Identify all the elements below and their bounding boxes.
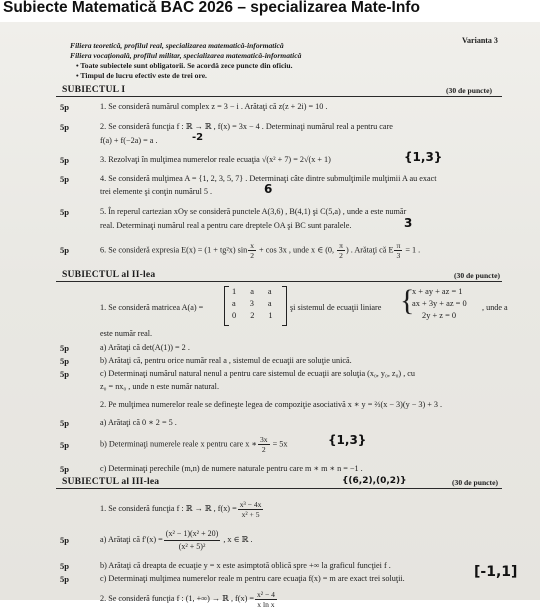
s2-question-1a: a) Arătaţi că det(A(1)) = 2 .	[100, 343, 190, 352]
matrix-row: 0 2 1	[232, 311, 273, 320]
frac-den: 2	[250, 251, 254, 260]
handwritten-answer-2b: {1,3}	[328, 433, 367, 447]
system-equation: ax + 3y + az = 0	[412, 299, 467, 308]
score-s2-1c: 5p	[60, 369, 70, 379]
frac-x-over-2	[248, 241, 256, 260]
s2-q2b-end: = 5x	[270, 439, 288, 449]
score-s1-3: 5p	[60, 155, 70, 165]
s2-question-2b	[100, 435, 287, 454]
score-s2-2c: 5p	[60, 464, 70, 474]
s1-p6-end: ) . Arătaţi că E	[345, 245, 394, 255]
s3-q2-pre: 2. Se consideră funcţia f : (1, +∞) → ℝ , f(x) =	[100, 594, 254, 603]
s1-p6-mid: + cos 3x , unde x ∈ (0,	[257, 245, 337, 255]
score-s3-1b: 5p	[60, 561, 70, 571]
frac-f-def	[238, 500, 264, 519]
s2-question-1-intro: 1. Se consideră matricea A(a) =	[100, 303, 204, 312]
s1-problem-2-line-1: 2. Se consideră funcţia f : ℝ → ℝ , f(x) = 3x − 4 . Determinaţi numărul real a pentru care	[100, 122, 393, 131]
s1-problem-5-line-2: real. Determinaţi numărul real a pentru care dreptele OA şi BC sunt paralele.	[100, 221, 352, 230]
score-s2-2a: 5p	[60, 418, 70, 428]
score-s1-2: 5p	[60, 122, 70, 132]
s2-question-1-cont: este număr real.	[100, 329, 153, 338]
s2-q2b-pre: b) Determinaţi numerele reale x pentru care x ∗	[100, 439, 257, 449]
header-bullet-1: • Toate subiectele sunt obligatorii. Se acordă zece puncte din oficiu.	[76, 61, 293, 70]
frac-den: 3	[396, 251, 401, 260]
s1-problem-6	[100, 241, 420, 260]
score-s2-2b: 5p	[60, 440, 70, 450]
score-s1-5: 5p	[60, 207, 70, 217]
frac-num: 3x	[259, 435, 268, 444]
frac-num: x² − 4	[256, 589, 275, 599]
frac-pi-over-3	[394, 241, 402, 260]
s3-question-1	[100, 498, 264, 520]
score-s1-1: 5p	[60, 102, 70, 112]
frac-derivative	[164, 528, 220, 553]
s2-question-1b: b) Arătaţi că, pentru orice număr real a , sistemul de ecuaţii are soluţie unică.	[100, 356, 352, 365]
matrix-bracket-right	[282, 286, 287, 326]
s1-problem-5-line-1: 5. În reperul cartezian xOy se consideră punctele A(3,6) , B(4,1) şi C(5,a) , unde a este număr	[100, 207, 407, 216]
frac-num: x	[250, 241, 254, 250]
linear-system	[412, 286, 467, 322]
system-equation: 2y + z = 0	[422, 311, 457, 320]
frac-den: 2	[339, 251, 343, 260]
s1-problem-4-line-2: trei elemente şi conţin numărul 5 .	[100, 187, 213, 196]
s3-question-2	[100, 589, 278, 609]
s3-q1a-end: , x ∈ ℝ .	[221, 535, 253, 544]
system-brace: {	[400, 284, 415, 317]
header-bullet-1-text: Toate subiectele sunt obligatorii. Se acordă zece puncte din oficiu.	[80, 61, 293, 70]
s2-question-1c-line-2: z₀ = nx₀ , unde n este număr natural.	[100, 382, 220, 391]
section-2-points: (30 de puncte)	[454, 271, 500, 280]
s1-problem-1: 1. Se consideră numărul complex z = 3 − i . Arătaţi că z(z + 2i) = 10 .	[100, 102, 328, 111]
frac-num: π	[339, 241, 343, 250]
s1-problem-2-line-2: f(a) + f(−2a) = a .	[100, 136, 158, 145]
s3-q1a-pre: a) Arătaţi că f′(x) =	[100, 535, 163, 544]
section-1-points: (30 de puncte)	[446, 86, 492, 95]
score-s2-1b: 5p	[60, 356, 70, 366]
header-bullet-2: • Timpul de lucru efectiv este de trei ore.	[76, 71, 207, 80]
header-bullet-2-text: Timpul de lucru efectiv este de trei ore.	[80, 71, 207, 80]
s1-p6-pre: 6. Se consideră expresia E(x) = (1 + tg²x) sin	[100, 245, 248, 255]
s1-p6-tail: = 1 .	[403, 245, 421, 255]
frac-den: x ln x	[257, 599, 275, 609]
page-headline: Subiecte Matematică BAC 2026 – specializarea Mate-Info	[3, 0, 537, 21]
s2-question-1-end: , unde a	[482, 303, 508, 312]
variant-label: Varianta 3	[462, 36, 498, 45]
frac-den: 2	[261, 445, 266, 454]
matrix-row: 1 a a	[232, 287, 272, 296]
exam-sheet	[0, 22, 540, 609]
s3-question-1c: c) Determinaţi mulţimea numerelor reale m pentru care ecuaţia f(x) = m are exact trei soluţii.	[100, 574, 405, 583]
s3-q1-pre: 1. Se consideră funcţia f : ℝ → ℝ , f(x) =	[100, 504, 237, 513]
s2-question-2a: a) Arătaţi că 0 ∗ 2 = 5 .	[100, 418, 177, 427]
frac-den: x² + 5	[241, 509, 260, 519]
header-line-1: Filiera teoretică, profilul real, specializarea matematică-informatică	[70, 41, 284, 50]
section-3-title: SUBIECTUL al III-lea	[62, 476, 160, 487]
system-equation: x + ay + az = 1	[412, 287, 463, 296]
s2-question-1c-line-1: c) Determinaţi numărul natural nenul a pentru care sistemul de ecuaţii are soluţia (x₀, y₀, z₀) , cu	[100, 369, 416, 378]
matrix-bracket-left	[224, 286, 229, 326]
section-2-title: SUBIECTUL al II-lea	[62, 269, 156, 280]
s3-question-1b: b) Arătaţi că dreapta de ecuaţie y = x este asimptotă oblică spre +∞ la graficul funcţiei f .	[100, 561, 391, 570]
score-s3-1a: 5p	[60, 535, 70, 545]
handwritten-answer-3c: [-1,1]	[474, 564, 518, 580]
handwritten-answer-3: {1,3}	[404, 150, 443, 164]
frac-3x-over-2	[258, 435, 270, 454]
frac-num: x³ − 4x	[239, 499, 262, 509]
frac-g-def	[255, 590, 277, 609]
matrix-a	[232, 286, 273, 322]
handwritten-answer-4: 6	[264, 182, 273, 196]
matrix-row: a 3 a	[232, 299, 272, 308]
section-1-title: SUBIECTUL I	[62, 84, 126, 95]
s2-question-2c: c) Determinaţi perechile (m,n) de numere naturale pentru care m ∗ m ∗ n = −1 .	[100, 464, 363, 473]
frac-den: (x² + 5)²	[178, 541, 206, 551]
frac-pi-over-2	[337, 241, 345, 260]
s1-problem-3: 3. Rezolvaţi în mulţimea numerelor reale ecuaţia √(x² + 7) = 2√(x + 1)	[100, 155, 331, 164]
score-s2-1a: 5p	[60, 343, 70, 353]
section-3-points: (30 de puncte)	[452, 478, 498, 487]
handwritten-answer-1: -2	[192, 132, 204, 143]
handwritten-answer-2c: {(6,2),(0,2)}	[342, 476, 407, 486]
score-s1-6: 5p	[60, 245, 70, 255]
frac-num: π	[396, 241, 401, 250]
section-1-rule	[56, 96, 502, 97]
frac-num: (x² − 1)(x² + 20)	[164, 528, 220, 541]
section-2-rule	[56, 281, 502, 282]
score-s1-4: 5p	[60, 174, 70, 184]
s2-question-2: 2. Pe mulţimea numerelor reale se defineşte legea de compoziţie asociativă x ∗ y = ⅔(x − 3)(y − 3) + 3 .	[100, 400, 443, 409]
section-3-rule	[56, 488, 502, 489]
s3-question-1a	[100, 527, 253, 553]
header-line-2: Filiera vocaţională, profilul militar, specializarea matematică-informatică	[70, 51, 302, 60]
s2-question-1-mid: şi sistemul de ecuaţii liniare	[290, 303, 382, 312]
handwritten-answer-5: 3	[404, 216, 413, 230]
s1-problem-4-line-1: 4. Se consideră mulţimea A = {1, 2, 3, 5, 7} . Determinaţi câte dintre submulţimile mulţimii A au exact	[100, 174, 437, 183]
score-s3-1c: 5p	[60, 574, 70, 584]
